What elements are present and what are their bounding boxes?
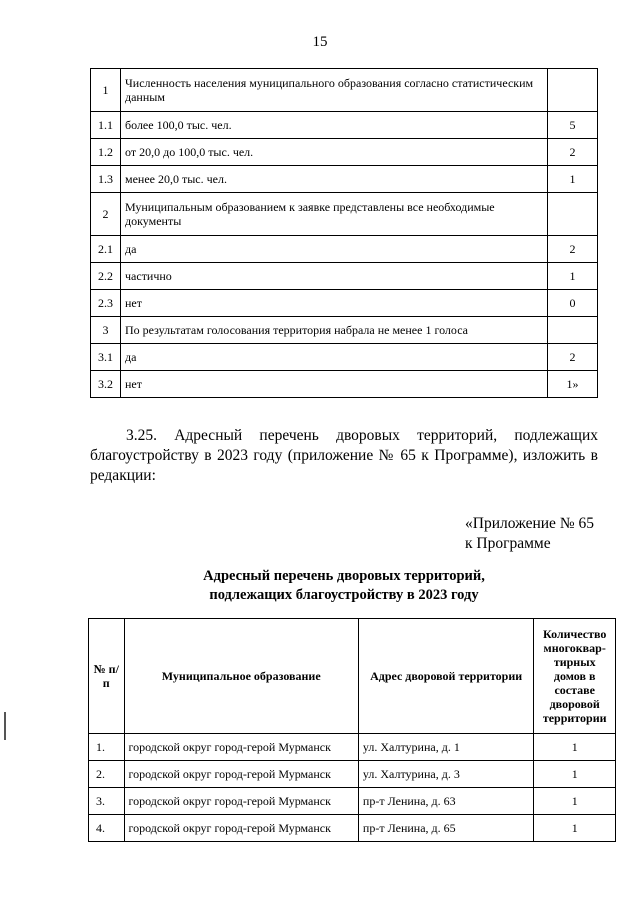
table-row	[91, 371, 598, 398]
list-title-line-2: подлежащих благоустройству в 2023 году	[209, 587, 479, 603]
row-number: 1	[91, 69, 121, 112]
row-number: 3.2	[91, 371, 121, 398]
header-address: Адрес дворовой территории	[358, 619, 533, 734]
row-points: 1»	[548, 371, 598, 398]
row-number: 2.1	[91, 236, 121, 263]
row-count: 1	[534, 788, 616, 815]
row-count: 1	[534, 815, 616, 842]
row-count: 1	[534, 761, 616, 788]
row-text: Муниципальным образованием к заявке представлены все необходимые документы	[121, 193, 548, 236]
table-row	[89, 815, 616, 842]
row-number: 2.	[89, 761, 125, 788]
row-text: да	[121, 344, 548, 371]
criteria-table	[90, 68, 598, 398]
row-municipality: городской округ город-герой Мурманск	[124, 815, 358, 842]
table-row	[91, 236, 598, 263]
row-points: 2	[548, 139, 598, 166]
row-number: 3.1	[91, 344, 121, 371]
table-row	[89, 788, 616, 815]
row-number: 1.1	[91, 112, 121, 139]
row-number: 2.2	[91, 263, 121, 290]
row-address: пр-т Ленина, д. 63	[358, 788, 533, 815]
row-text: более 100,0 тыс. чел.	[121, 112, 548, 139]
row-municipality: городской округ город-герой Мурманск	[124, 761, 358, 788]
row-points: 2	[548, 236, 598, 263]
table-row	[91, 69, 598, 112]
row-text: да	[121, 236, 548, 263]
table-row	[89, 734, 616, 761]
row-text: менее 20,0 тыс. чел.	[121, 166, 548, 193]
row-points: 1	[548, 263, 598, 290]
row-number: 3	[91, 317, 121, 344]
table-row	[91, 139, 598, 166]
row-count: 1	[534, 734, 616, 761]
row-text: от 20,0 до 100,0 тыс. чел.	[121, 139, 548, 166]
row-number: 2	[91, 193, 121, 236]
row-text: Численность населения муниципального образования согласно статистическим данным	[121, 69, 548, 112]
scan-margin-mark	[4, 712, 6, 740]
row-number: 1.	[89, 734, 125, 761]
row-points: 0	[548, 290, 598, 317]
header-count: Количество многоквар-тирных домов в составе дворовой территории	[534, 619, 616, 734]
table-row	[91, 290, 598, 317]
table-row	[91, 112, 598, 139]
row-points: 5	[548, 112, 598, 139]
row-text: частично	[121, 263, 548, 290]
list-title-line-1: Адресный перечень дворовых территорий,	[203, 568, 485, 584]
header-number: № п/п	[89, 619, 125, 734]
table-row	[91, 317, 598, 344]
row-points	[548, 317, 598, 344]
row-number: 4.	[89, 815, 125, 842]
appendix-reference	[465, 514, 594, 554]
row-number: 1.3	[91, 166, 121, 193]
amendment-paragraph: 3.25. Адресный перечень дворовых территорий, подлежащих благоустройству в 2023 году (приложение № 65 к Программе), изложить в редакции:	[90, 427, 598, 484]
row-municipality: городской округ город-герой Мурманск	[124, 734, 358, 761]
row-text: По результатам голосования территория набрала не менее 1 голоса	[121, 317, 548, 344]
row-municipality: городской округ город-герой Мурманск	[124, 788, 358, 815]
row-points: 1	[548, 166, 598, 193]
row-points	[548, 69, 598, 112]
table-header-row	[89, 619, 616, 734]
header-municipality: Муниципальное образование	[124, 619, 358, 734]
list-title	[90, 567, 598, 605]
appendix-line-1: «Приложение № 65	[465, 515, 594, 532]
appendix-line-2: к Программе	[465, 535, 551, 552]
row-address: пр-т Ленина, д. 65	[358, 815, 533, 842]
row-number: 3.	[89, 788, 125, 815]
row-points: 2	[548, 344, 598, 371]
row-number: 1.2	[91, 139, 121, 166]
page-number: 15	[312, 34, 328, 50]
row-text: нет	[121, 290, 548, 317]
row-text: нет	[121, 371, 548, 398]
row-number: 2.3	[91, 290, 121, 317]
table-row	[91, 166, 598, 193]
table-row	[91, 193, 598, 236]
row-address: ул. Халтурина, д. 1	[358, 734, 533, 761]
table-row	[91, 344, 598, 371]
table-row	[91, 263, 598, 290]
address-table	[88, 618, 616, 842]
row-address: ул. Халтурина, д. 3	[358, 761, 533, 788]
row-points	[548, 193, 598, 236]
table-row	[89, 761, 616, 788]
